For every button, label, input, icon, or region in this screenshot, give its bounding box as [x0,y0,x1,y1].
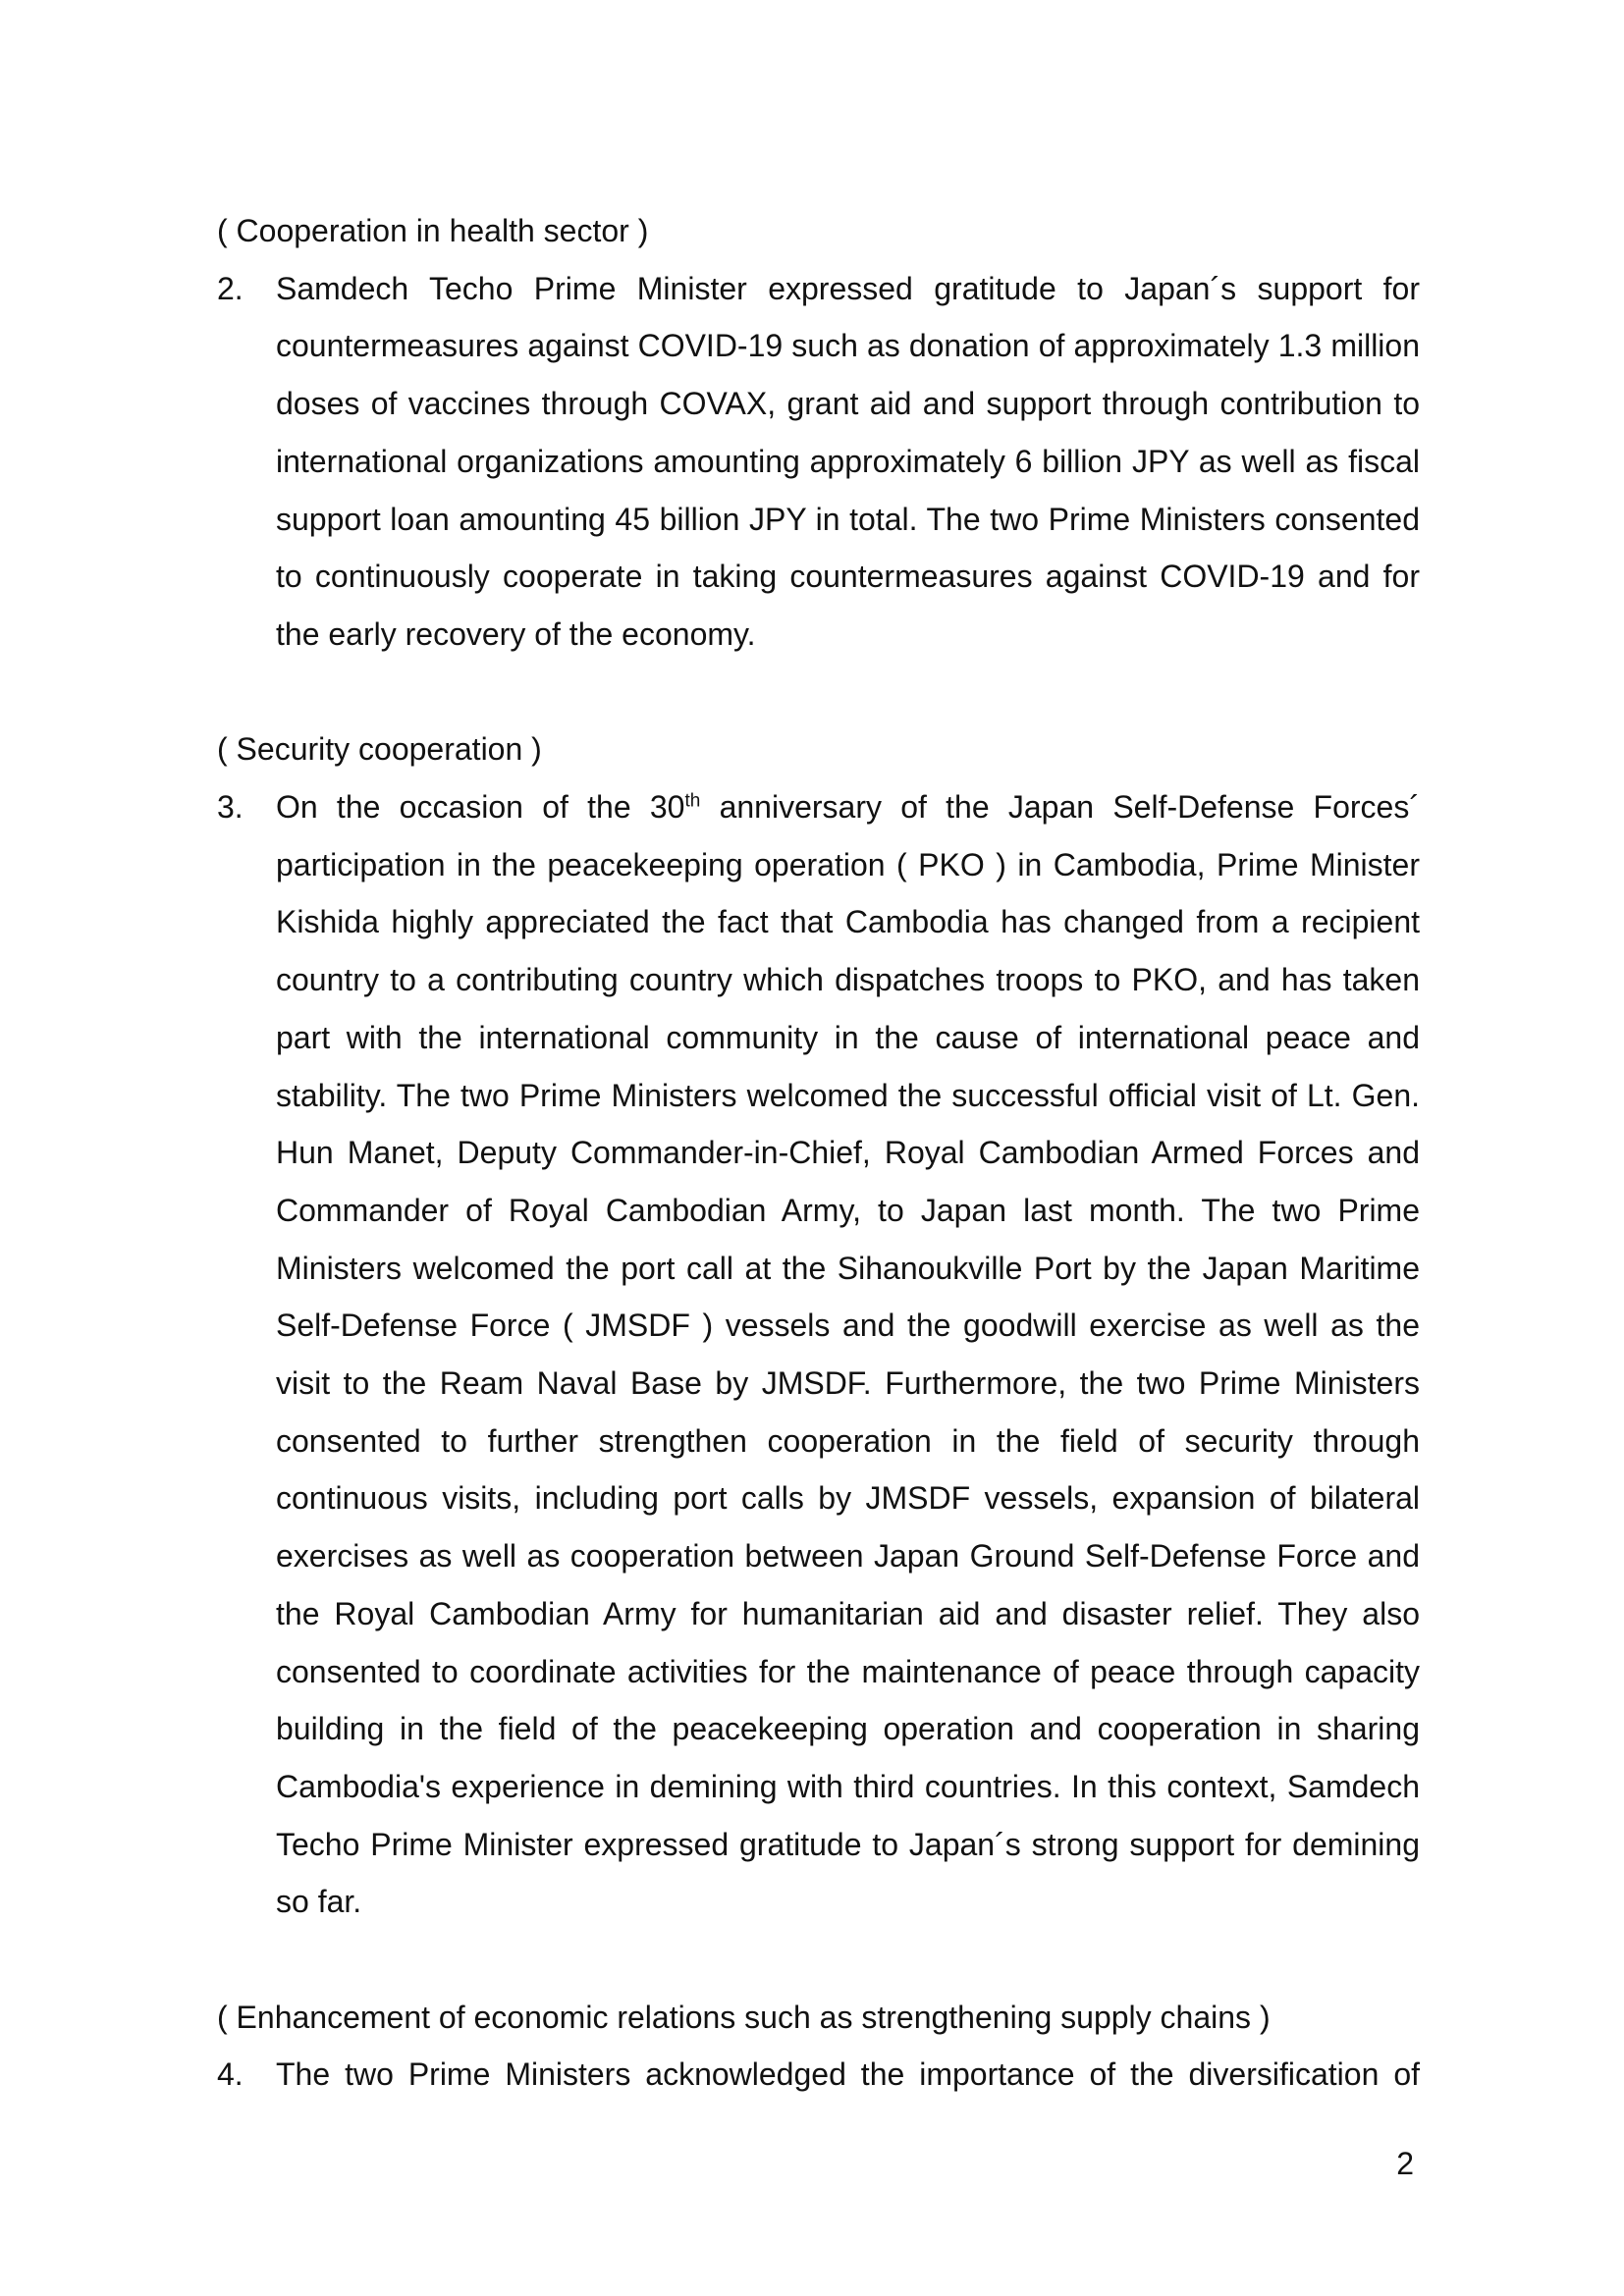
paragraph-4 [217,2046,1420,2104]
section-heading-health: ( Cooperation in health sector ) [217,213,649,248]
ordinal-suffix: th [684,790,701,812]
paragraph-text-rest: anniversary of the Japan Self-Defense Forces´ participation in the peacekeeping operation ( PKO ) in Cambodia, Prime Minister Kishida highly appreciated the fact that Cambodia has changed from a recipient country to a contributing country which dispatches troops to PKO, and has taken part with the international community in the cause of international peace and stability. The two Prime Ministers welcomed the successful official visit of Lt. Gen. Hun Manet, Deputy Commander-in-Chief, Royal Cambodian Armed Forces and Commander of Royal Cambodian Army, to Japan last month. The two Prime Ministers welcomed the port call at the Sihanoukville Port by the Japan Maritime Self-Defense Force ( JMSDF ) vessels and the goodwill exercise as well as the visit to the Ream Naval Base by JMSDF. Furthermore, the two Prime Ministers consented to further strengthen cooperation in the field of security through continuous visits, including port calls by JMSDF vessels, expansion of bilateral exercises as well as cooperation between Japan Ground Self-Defense Force and the Royal Cambodian Army for humanitarian aid and disaster relief. They also consented to coordinate activities for the maintenance of peace through capacity building in the field of the peacekeeping operation and cooperation in sharing Cambodia's experience in demining with third countries. In this context, Samdech Techo Prime Minister expressed gratitude to Japan´s strong support for demining so far. [276,789,1421,1920]
section-spacer [217,664,1420,721]
paragraph-text: Samdech Techo Prime Minister expressed gratitude to Japan´s support for countermeasures against COVID-19 such as donation of approximately 1.3 million doses of vaccines through COVAX, grant aid and support through contribution to international organizations amounting approximately 6 billion JPY as well as fiscal support loan amounting 45 billion JPY in total. The two Prime Ministers consented to continuously cooperate in taking countermeasures against COVID-19 and for the early recovery of the economy. [276,270,1420,652]
paragraph-number: 2. [217,270,244,306]
section-heading-economic: ( Enhancement of economic relations such as strengthening supply chains ) [217,1999,1271,2035]
page-number: 2 [1396,2146,1414,2181]
section-spacer [217,1931,1420,1989]
paragraph-text: The two Prime Ministers acknowledged the importance of the diversification of [276,2056,1420,2093]
paragraph-3 [217,778,1420,1931]
paragraph-text [276,778,1420,1931]
document-body [217,202,1420,2104]
paragraph-2 [217,260,1420,664]
paragraph-number: 3. [217,789,244,826]
section-heading-security: ( Security cooperation ) [217,731,542,768]
paragraph-number: 4. [217,2056,244,2093]
paragraph-text-start: On the occasion of the 30 [276,789,685,826]
